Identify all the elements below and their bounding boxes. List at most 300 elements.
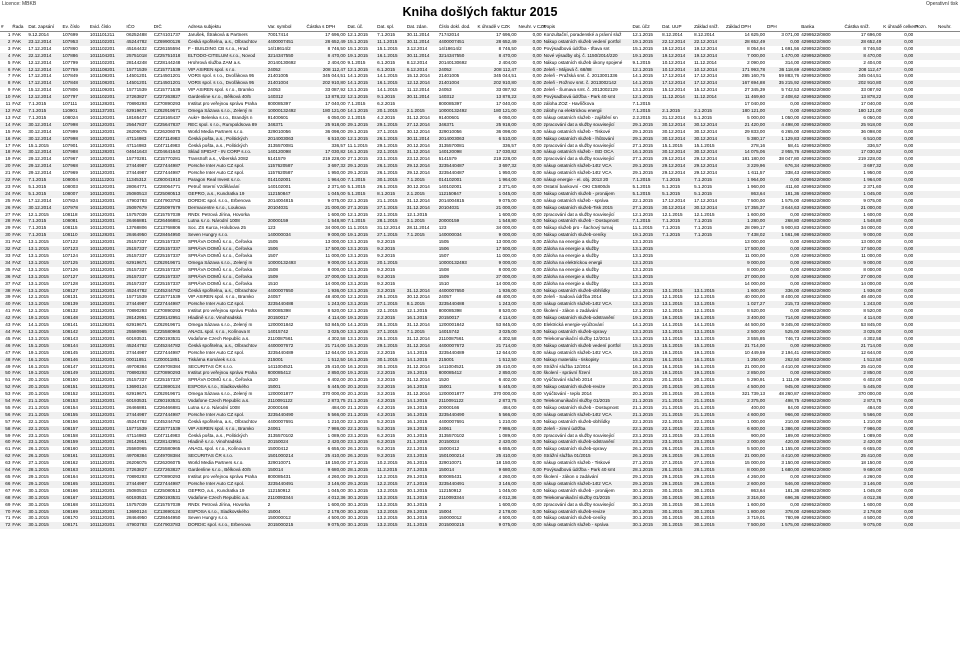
table-row[interactable]: [0, 495, 960, 502]
table-cell: 108115: [62, 225, 78, 231]
table-cell: CZ27444987: [153, 163, 187, 170]
table-cell: 108081: [62, 218, 89, 225]
table-cell: 0,00: [518, 384, 543, 391]
table-cell: 7.1.2015: [693, 232, 725, 239]
table-cell: 47903783: [125, 522, 152, 529]
table-cell: 370 000,00: [858, 391, 882, 397]
table-cell: 91400601: [267, 114, 289, 120]
table-row[interactable]: [0, 143, 960, 150]
table-cell: 27.1.2015: [376, 301, 406, 308]
table-cell: 24052: [438, 67, 477, 74]
table-cell: 28.1.2015: [661, 467, 693, 474]
table-cell: 1 089,00: [863, 432, 882, 438]
table-row[interactable]: [0, 101, 960, 108]
table-cell: FAK: [12, 487, 22, 493]
table-row[interactable]: [0, 177, 960, 184]
table-cell: 7.1.2015: [27, 218, 61, 225]
table-cell: 29.1.2015: [632, 136, 662, 143]
table-cell: 25157337: [126, 266, 147, 272]
table-cell: 31.12.2014: [406, 205, 438, 212]
table-row[interactable]: [0, 108, 960, 115]
table-cell: 26.1.2015: [406, 460, 428, 466]
table-cell: 0,00: [518, 205, 543, 212]
table-row[interactable]: [0, 218, 960, 225]
table-cell: 17.12.2014: [694, 197, 718, 203]
table-row[interactable]: [0, 267, 960, 274]
table-row[interactable]: [0, 253, 960, 260]
table-cell: 3 697,32: [476, 163, 517, 170]
table-cell: 1011120201: [89, 260, 125, 267]
table-cell: 9.2.2015: [376, 453, 406, 460]
table-row[interactable]: [0, 467, 960, 474]
table-row[interactable]: [0, 260, 960, 267]
table-cell: Záloha na energie a služby: [543, 266, 599, 272]
table-cell: FAK: [12, 432, 22, 438]
table-row[interactable]: [0, 274, 960, 281]
table-cell: Omega Sázava s.r.o., Zelený m: [187, 108, 267, 115]
table-cell: [937, 370, 960, 377]
table-row[interactable]: [0, 301, 960, 308]
table-row[interactable]: [0, 94, 960, 101]
table-cell: 0,00: [904, 211, 914, 217]
table-cell: 108132: [62, 308, 78, 314]
column-header: Řada: [11, 24, 27, 32]
table-cell: 0,00: [904, 59, 914, 65]
table-cell: 1 600,00: [498, 501, 517, 507]
table-row[interactable]: [0, 232, 960, 239]
table-cell: 3 229,96: [725, 163, 766, 170]
table-cell: 336,57: [502, 142, 517, 148]
table-cell: 19.1.2015: [632, 349, 653, 355]
table-cell: 2 850,00: [306, 370, 347, 377]
table-row[interactable]: [0, 391, 960, 398]
table-row[interactable]: [0, 60, 960, 67]
table-cell: Česká pošta, a.s., Politických: [187, 142, 248, 148]
table-cell: 0,00: [532, 335, 542, 341]
table-cell: CZ25080513: [153, 191, 187, 198]
table-cell: [914, 315, 937, 322]
table-row[interactable]: [0, 129, 960, 136]
table-cell: 27 345,39: [744, 87, 766, 93]
table-cell: 8 000,00: [725, 467, 766, 474]
table-row[interactable]: [0, 39, 960, 46]
table-cell: 4299522/0800: [800, 191, 843, 198]
table-cell: 4299522/0800: [801, 432, 831, 438]
table-cell: Nákup ostatních služeb-opravy: [543, 329, 632, 336]
table-row[interactable]: [0, 419, 960, 426]
table-cell: [937, 143, 960, 150]
table-cell: [914, 149, 937, 156]
table-cell: 9 000,00: [725, 260, 766, 267]
table-cell: 5 566,00: [844, 412, 883, 419]
table-cell: 30.1.2015: [28, 501, 49, 507]
table-cell: 8 000,00: [747, 266, 766, 272]
table-row[interactable]: [0, 398, 960, 405]
table-cell: [914, 426, 937, 433]
table-row[interactable]: [0, 149, 960, 156]
table-cell: 13.1.2015: [661, 288, 693, 295]
table-cell: 17.12.2014: [693, 80, 725, 87]
table-cell: 4299522/0800: [801, 294, 831, 300]
table-row[interactable]: [0, 412, 960, 419]
table-cell: Sklad SPIDAT - IN CORP s.r.o.: [187, 149, 267, 156]
table-cell: Institut pro veřejnou správu Praha: [187, 308, 257, 314]
table-cell: 30.1.2015: [661, 495, 693, 502]
table-cell: 1 936,00: [476, 288, 517, 295]
table-row[interactable]: [0, 460, 960, 467]
table-cell: 2 873,75: [306, 398, 347, 405]
table-cell: 13.1.2015: [347, 246, 377, 253]
table-cell: 4299522/0800: [800, 94, 843, 101]
table-cell: 70890293: [126, 474, 147, 479]
table-cell: 5 742,53: [781, 87, 800, 93]
table-cell: CZ15757039: [153, 211, 181, 217]
table-cell: [914, 522, 937, 529]
table-cell: Nákup ostatních služeb - lhůtování: [543, 136, 632, 143]
table-cell: 19.1.2015: [632, 39, 662, 46]
table-cell: 1011120201: [89, 418, 115, 424]
table-row[interactable]: [0, 122, 960, 129]
table-row[interactable]: [0, 364, 960, 371]
table-cell: 26.1.2015: [377, 170, 398, 176]
table-cell: 1 243,00: [476, 301, 517, 308]
table-row[interactable]: [0, 446, 960, 453]
table-row[interactable]: [0, 405, 960, 412]
table-cell: 4400007650: [438, 288, 477, 295]
table-cell: Omega Sázava s.r.o., Zelený m: [187, 322, 253, 328]
table-cell: 3235440490: [438, 412, 477, 419]
table-cell: FAK: [11, 426, 27, 433]
table-cell: 12.1.2015: [632, 308, 653, 314]
table-cell: Porsche Inter Auto CZ spol.: [187, 163, 267, 170]
table-row[interactable]: [0, 384, 960, 391]
table-row[interactable]: [0, 53, 960, 60]
table-cell: 0,00: [790, 211, 800, 217]
table-cell: Česká pošta, a.s., Politických: [187, 136, 267, 143]
table-row[interactable]: [0, 474, 960, 481]
table-cell: 29.1.2015: [406, 509, 438, 516]
table-cell: 25080513: [125, 191, 152, 198]
table-cell: 12.1.2015: [632, 211, 653, 217]
table-cell: [914, 308, 937, 315]
table-cell: 411,60: [785, 183, 800, 189]
table-cell: 47: [5, 349, 11, 355]
table-cell: 123: [438, 225, 447, 231]
table-cell: 4299522/0800: [801, 446, 831, 452]
table-cell: 21401004: [438, 80, 477, 87]
table-cell: ELTODO-CITELUM s.r.o., Novod: [187, 53, 267, 60]
table-cell: Elektrická energie-vyúčtování: [543, 322, 604, 328]
table-row[interactable]: [0, 522, 960, 529]
table-cell: 108141: [62, 322, 78, 328]
table-cell: 4299522/0800: [800, 246, 843, 253]
table-cell: [937, 60, 960, 67]
table-cell: 4.2.2015: [376, 398, 406, 405]
table-row[interactable]: [0, 191, 960, 198]
table-cell: [914, 122, 937, 129]
table-row[interactable]: [0, 115, 960, 122]
table-cell: 30.1.2015: [632, 509, 662, 516]
table-row[interactable]: [0, 426, 960, 433]
table-cell: 30.1.2015: [406, 501, 428, 507]
table-cell: 19.1.2015: [27, 315, 61, 322]
table-row[interactable]: [0, 370, 960, 377]
table-row[interactable]: [0, 433, 960, 440]
table-row[interactable]: [0, 170, 960, 177]
column-header: Adresa subjektu: [187, 24, 267, 32]
table-cell: 4299522/0800: [800, 357, 843, 364]
table-cell: 4299522/0800: [801, 335, 831, 341]
table-cell: 800085397: [267, 101, 291, 107]
table-cell: 21.1.2015: [632, 398, 662, 405]
table-cell: 484,00: [331, 404, 346, 410]
table-cell: 6 050,00: [327, 114, 346, 120]
table-cell: 23.1.2015: [632, 432, 653, 438]
table-cell: 1157620587: [267, 170, 293, 176]
table-cell: 15.12.2014: [406, 73, 430, 79]
table-cell: [937, 136, 960, 143]
table-cell: 4299522/0800: [801, 114, 831, 120]
table-cell: 13.1.2015: [27, 329, 61, 336]
table-cell: CZ26466881: [153, 218, 187, 225]
table-cell: 107860: [62, 45, 78, 51]
table-cell: 23.1.2015: [406, 453, 438, 460]
table-cell: FAK: [11, 191, 27, 198]
table-cell: 26.1.2015: [376, 136, 406, 143]
table-cell: 6 050,00: [863, 114, 882, 120]
table-cell: 19.1.2015: [406, 404, 428, 410]
table-row[interactable]: [0, 322, 960, 329]
table-row[interactable]: [0, 87, 960, 94]
table-cell: 30.12.2014: [661, 136, 693, 143]
table-row[interactable]: [0, 343, 960, 350]
table-cell: 7.1.2015: [406, 329, 438, 336]
table-row[interactable]: [0, 509, 960, 516]
table-cell: 2 404,00: [327, 59, 346, 65]
table-cell: 5 500,00: [747, 446, 766, 452]
table-cell: 15: [5, 128, 11, 134]
table-row[interactable]: [0, 246, 960, 253]
table-cell: 29.12.2014: [662, 170, 686, 176]
table-cell: 1011120201: [89, 495, 125, 502]
table-cell: 1 250,00: [725, 357, 766, 364]
table-row[interactable]: [0, 205, 960, 212]
table-cell: [937, 460, 960, 467]
table-cell: Česká spořitelna, a.s., Olbrachtov: [187, 343, 267, 350]
table-cell: 16.1.2015: [632, 357, 662, 364]
table-cell: 215,73: [766, 301, 800, 308]
table-cell: 3235440487: [438, 170, 465, 176]
print-mode-label: Operativní tisk: [926, 1, 958, 7]
table-row[interactable]: [0, 453, 960, 460]
table-cell: [937, 419, 960, 426]
table-cell: 50: [0, 370, 11, 377]
table-cell: 21.1.2015: [693, 398, 725, 405]
table-row[interactable]: [0, 281, 960, 288]
table-cell: 30.12.2014: [27, 136, 61, 143]
table-cell: 30.12.2014: [661, 122, 693, 129]
table-cell: 1011120201: [89, 377, 115, 383]
table-cell: 0,00: [882, 481, 914, 488]
table-row[interactable]: [0, 239, 960, 246]
table-cell: 0,00: [904, 114, 914, 120]
table-cell: 25 918,00: [306, 122, 347, 129]
table-cell: 0,00: [904, 474, 914, 479]
table-cell: 3214347550: [267, 53, 306, 60]
table-cell: FAK: [11, 522, 27, 529]
table-cell: 5 290,91: [747, 377, 766, 383]
table-cell: 4299522/0800: [801, 501, 831, 507]
table-row[interactable]: [0, 336, 960, 343]
table-cell: 9 680,00: [476, 467, 517, 474]
table-cell: 1011120201: [89, 501, 115, 507]
table-cell: 0,00: [882, 439, 914, 446]
table-row[interactable]: [0, 488, 960, 495]
table-cell: 21.1.2015: [347, 412, 377, 419]
table-cell: VIP ASIREN spol. s r.o., Bramko: [187, 426, 267, 433]
table-cell: 13690124: [125, 384, 152, 391]
table-row[interactable]: [0, 32, 960, 39]
table-cell: 8 400,00: [781, 294, 800, 300]
table-row[interactable]: [0, 481, 960, 488]
table-cell: 4299522/0800: [800, 288, 843, 295]
table-cell: 29.1.2015: [347, 128, 368, 134]
table-cell: Porsche Inter Auto CZ spol.: [187, 349, 245, 355]
table-cell: 8: [0, 80, 11, 87]
table-row[interactable]: [0, 225, 960, 232]
table-cell: 19.1.2015: [661, 315, 693, 322]
table-row[interactable]: [0, 315, 960, 322]
table-cell: 1 600,00: [327, 501, 346, 507]
table-cell: [937, 267, 960, 274]
table-cell: 20000159: [267, 218, 306, 225]
table-cell: CZ70890293: [153, 474, 181, 479]
table-cell: [937, 156, 960, 163]
table-cell: 21 000,00: [844, 205, 883, 212]
table-cell: [661, 101, 693, 108]
table-cell: 800085431: [267, 474, 291, 479]
table-cell: školení - zákon o zadávání: [543, 308, 599, 314]
table-cell: [661, 267, 693, 274]
table-cell: 14.1.2015: [632, 73, 653, 79]
table-row[interactable]: [0, 288, 960, 295]
table-cell: 28464950: [126, 515, 147, 521]
table-cell: 1011120201: [89, 183, 115, 189]
column-header: Dat. úč.: [347, 24, 377, 32]
table-cell: 17 040,00: [860, 101, 882, 107]
table-cell: 16.1.2015: [28, 363, 49, 369]
table-cell: 2110091122: [267, 398, 306, 405]
table-cell: CZ26155594: [153, 45, 181, 51]
table-cell: 108166: [62, 487, 78, 493]
table-cell: 47114983: [126, 142, 147, 148]
table-cell: 0,00: [882, 453, 914, 460]
table-cell: CZ27444987: [153, 301, 187, 308]
table-cell: 7.1.2015: [693, 218, 725, 225]
table-cell: 1011128201: [89, 149, 125, 156]
table-row[interactable]: [0, 377, 960, 384]
table-cell: 2015000215: [267, 522, 306, 529]
table-cell: 4 114,00: [844, 315, 883, 322]
table-cell: 7.1.2015: [632, 218, 662, 225]
table-cell: 1011120201: [89, 280, 115, 286]
table-cell: 17 040,00: [496, 101, 517, 107]
table-cell: 108168: [62, 501, 78, 507]
table-cell: 329010071: [267, 460, 291, 466]
table-row[interactable]: [0, 329, 960, 336]
table-cell: Nové výsadby obj. č. 1150/2014/220: [543, 53, 632, 60]
table-cell: 84,00: [787, 404, 800, 410]
table-cell: 7.1.2015: [347, 101, 366, 107]
table-cell: 208 112,47: [844, 67, 883, 74]
table-row[interactable]: [0, 67, 960, 74]
table-cell: CZ25157337: [153, 280, 181, 286]
table-row[interactable]: [0, 46, 960, 53]
table-cell: 3 697,32: [306, 163, 347, 170]
table-row[interactable]: [0, 439, 960, 446]
table-cell: 62919671: [125, 260, 152, 267]
table-cell: Nákup ostatních služeb vedení portfol: [543, 343, 632, 350]
table-cell: 21.1.2015: [694, 404, 715, 410]
table-row[interactable]: [0, 156, 960, 163]
table-row[interactable]: [0, 184, 960, 191]
table-row[interactable]: [0, 350, 960, 357]
table-cell: 0,00: [882, 274, 914, 281]
table-row[interactable]: [0, 357, 960, 364]
table-cell: 1011120201: [89, 156, 115, 162]
table-cell: 8.12.2014: [406, 59, 428, 65]
table-row[interactable]: [0, 212, 960, 219]
table-row[interactable]: [0, 308, 960, 315]
table-cell: 17.12.2014: [28, 73, 52, 79]
table-cell: 8 470,00: [844, 53, 883, 60]
table-cell: 70017414: [267, 32, 289, 37]
table-cell: nákup ostatních služeb-14tz VCA: [543, 301, 632, 308]
table-cell: 20140130692: [267, 59, 296, 65]
table-cell: 1 964,00: [476, 177, 517, 184]
table-row[interactable]: [0, 136, 960, 143]
table-row[interactable]: [0, 198, 960, 205]
table-cell: 30.1.2015: [406, 515, 428, 521]
table-row[interactable]: [0, 80, 960, 87]
table-cell: 15771539: [126, 87, 147, 93]
table-cell: 863,64: [750, 487, 766, 493]
table-cell: Gardenline s.r.o., Bělková 40/5: [187, 94, 267, 101]
column-header: Neuhr. v CZK: [518, 24, 543, 32]
table-row[interactable]: [0, 163, 960, 170]
table-cell: 18165437: [126, 114, 147, 120]
table-cell: nákup ostatních služeb-14tz VCA: [543, 170, 612, 176]
table-cell: 0,00: [518, 274, 543, 281]
table-cell: 8.1.2015: [376, 191, 406, 198]
table-cell: 1 600,00: [725, 288, 766, 295]
table-cell: Ostatní bankovní - OKI C5800dn: [543, 183, 611, 189]
table-cell: [914, 143, 937, 150]
table-cell: [937, 377, 960, 384]
table-cell: 29.1.2015: [347, 122, 377, 129]
table-cell: 34 000,00: [325, 225, 346, 231]
table-cell: 2 955,76: [766, 149, 800, 156]
table-cell: [937, 149, 960, 156]
table-cell: 108170: [62, 515, 78, 521]
table-cell: 72: [0, 522, 11, 529]
table-cell: 21.1.2015: [347, 398, 377, 405]
table-row[interactable]: [0, 294, 960, 301]
table-row[interactable]: [0, 73, 960, 80]
table-row[interactable]: [0, 502, 960, 509]
table-row[interactable]: [0, 515, 960, 522]
table-cell: 9 075,00: [498, 197, 517, 203]
